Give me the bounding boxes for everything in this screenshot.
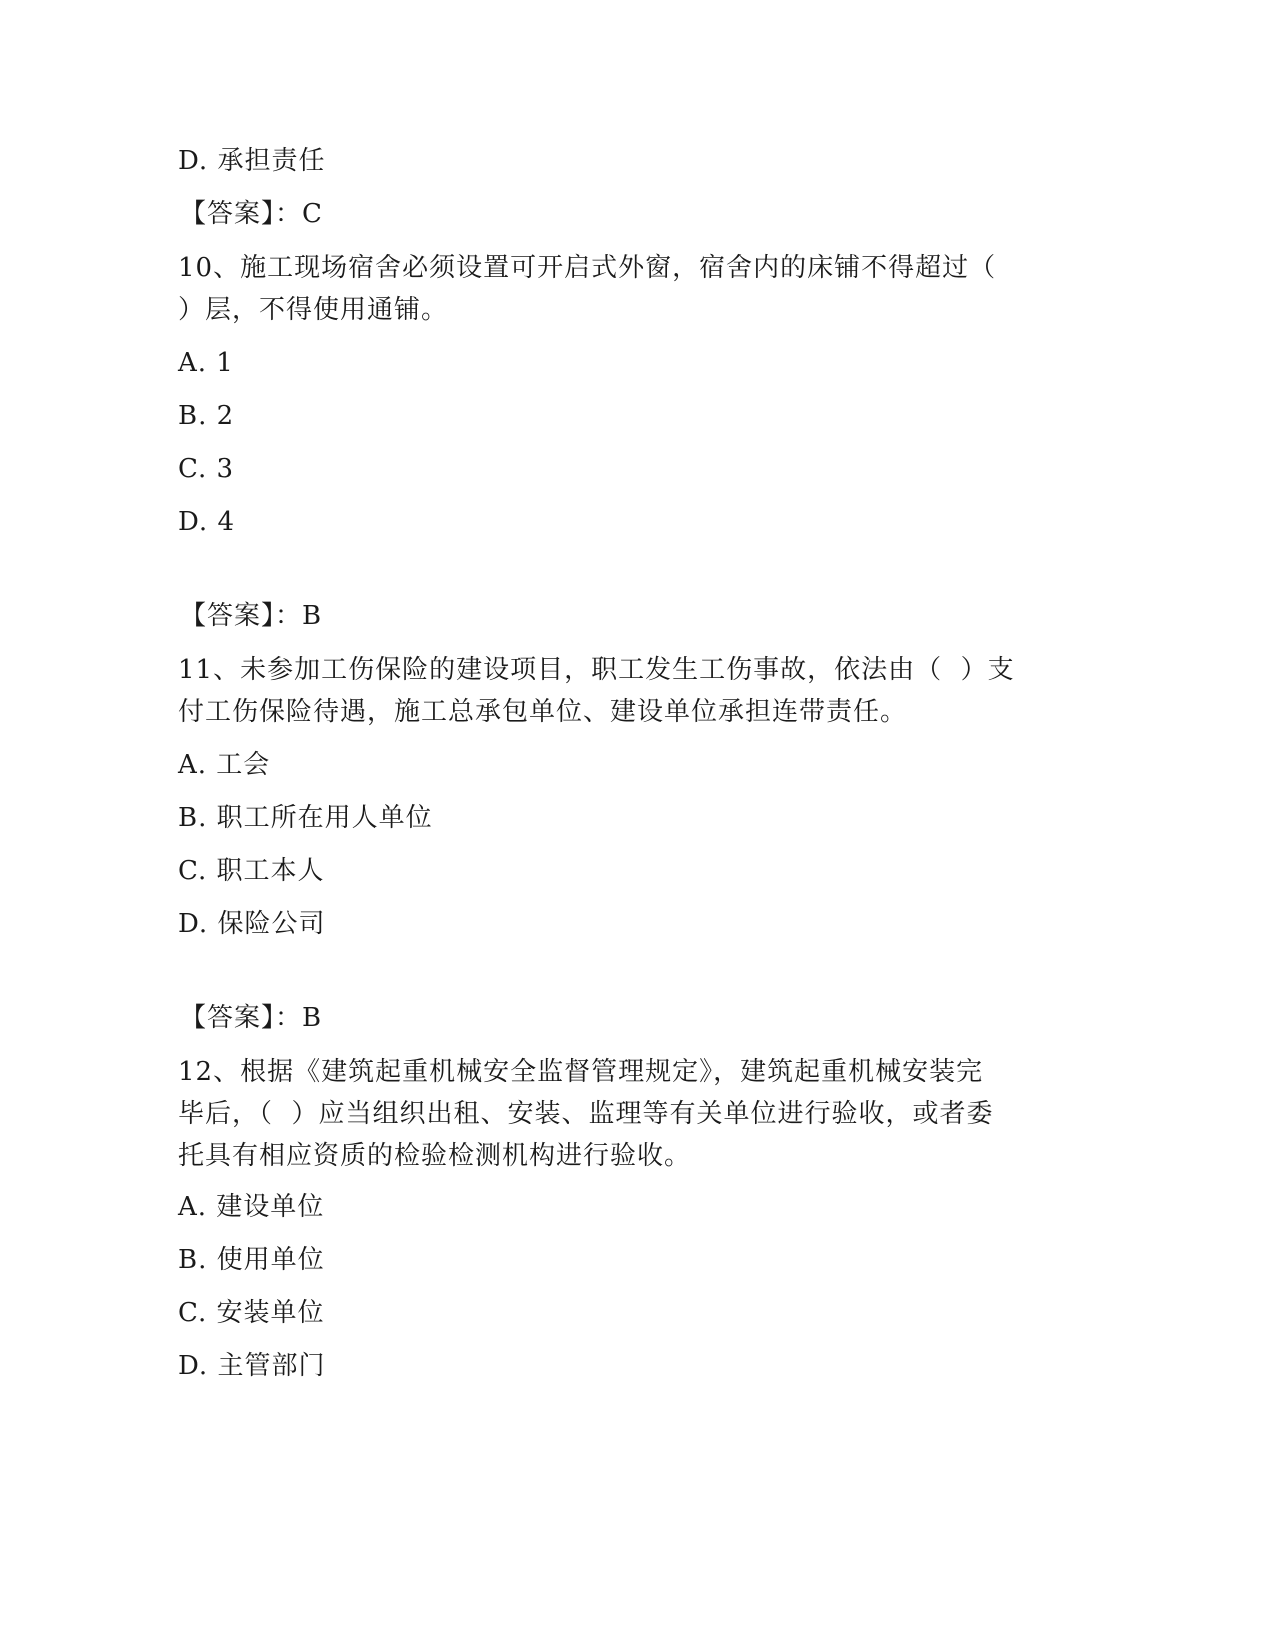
q11-option-a: A. 工会 <box>178 750 271 780</box>
q12-stem-line-1: 12、根据《建筑起重机械安全监督管理规定》，建筑起重机械安装完 <box>178 1057 984 1087</box>
q12-option-c: C. 安装单位 <box>178 1298 325 1328</box>
q12-stem-line-3: 托具有相应资质的检验检测机构进行验收。 <box>178 1141 692 1171</box>
q12-option-d: D. 主管部门 <box>178 1351 326 1381</box>
q10-option-c: C. 3 <box>178 454 235 484</box>
prev-option-d: D. 承担责任 <box>178 146 326 176</box>
q11-stem-line-2: 付工伤保险待遇，施工总承包单位、建设单位承担连带责任。 <box>178 697 908 727</box>
q10-option-d: D. 4 <box>178 507 235 537</box>
q10-option-b: B. 2 <box>178 401 235 431</box>
q11-option-c: C. 职工本人 <box>178 856 325 886</box>
q12-option-b: B. 使用单位 <box>178 1245 325 1275</box>
q11-option-b: B. 职工所在用人单位 <box>178 803 433 833</box>
prev-answer: 【答案】：C <box>180 199 323 229</box>
q12-option-a: A. 建设单位 <box>178 1192 325 1222</box>
q10-stem-line-2: ）层，不得使用通铺。 <box>178 295 449 325</box>
q12-stem-line-2: 毕后，（ ）应当组织出租、安装、监理等有关单位进行验收，或者委 <box>178 1099 994 1129</box>
q11-option-d: D. 保险公司 <box>178 909 326 939</box>
q11-stem-line-1: 11、未参加工伤保险的建设项目，职工发生工伤事故，依法由（ ）支 <box>178 655 1015 685</box>
q10-stem-line-1: 10、施工现场宿舍必须设置可开启式外窗，宿舍内的床铺不得超过（ <box>178 253 997 283</box>
q11-answer: 【答案】：B <box>180 1003 323 1033</box>
q10-answer: 【答案】：B <box>180 601 323 631</box>
q10-option-a: A. 1 <box>178 348 234 378</box>
